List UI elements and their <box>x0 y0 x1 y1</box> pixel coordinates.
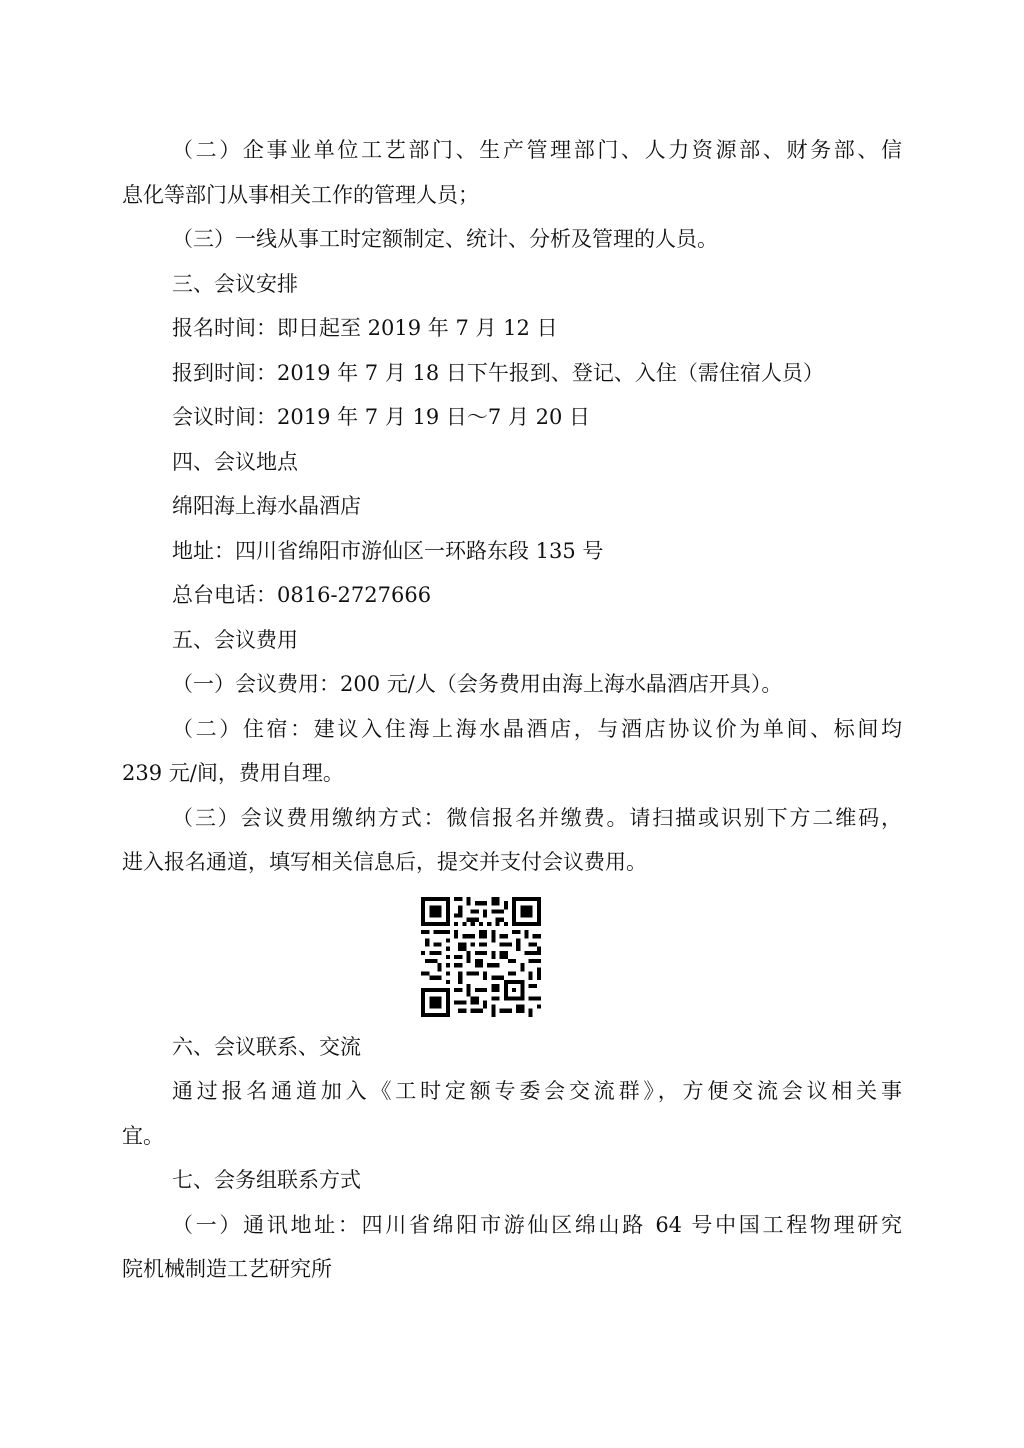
section-heading-contact: 六、会议联系、交流 <box>172 1034 361 1059</box>
fee-item-3-line-1: （三）会议费用缴纳方式：微信报名并缴费。请扫描或识别下方二维码， <box>172 805 902 830</box>
contact-group-line-1: 通过报名通道加入《工时定额专委会交流群》，方便交流会议相关事 <box>172 1079 902 1103</box>
hotel-phone: 总台电话：0816-2727666 <box>172 583 432 607</box>
hotel-address: 地址：四川省绵阳市游仙区一环路东段 135 号 <box>172 538 604 563</box>
section-heading-arrangement: 三、会议安排 <box>172 271 298 296</box>
document-page <box>122 128 902 1292</box>
meeting-time: 会议时间：2019 年 7 月 19 日～7 月 20 日 <box>172 405 591 429</box>
fee-item-2-line-1: （二）住宿：建议入住海上海水晶酒店，与酒店协议价为单间、标间均 <box>172 716 902 741</box>
fee-item-2-line-2: 239 元/间，费用自理。 <box>122 761 344 785</box>
fee-item-3-line-2: 进入报名通道，填写相关信息后，提交并支付会议费用。 <box>122 850 647 874</box>
organizer-address-line-1: （一）通讯地址：四川省绵阳市游仙区绵山路 64 号中国工程物理研究 <box>172 1212 902 1237</box>
audience-item-3: （三）一线从事工时定额制定、统计、分析及管理的人员。 <box>172 227 718 251</box>
check-in-time: 报到时间：2019 年 7 月 18 日下午报到、登记、入住（需住宿人员） <box>172 360 824 385</box>
audience-item-2-line-2: 息化等部门从事相关工作的管理人员； <box>122 182 479 207</box>
section-heading-organizer: 七、会务组联系方式 <box>172 1168 361 1192</box>
section-heading-fees: 五、会议费用 <box>172 627 298 652</box>
audience-item-2-line-1: （二）企事业单位工艺部门、生产管理部门、人力资源部、财务部、信 <box>172 138 902 162</box>
fee-item-1: （一）会议费用：200 元/人（会务费用由海上海水晶酒店开具）。 <box>172 672 783 696</box>
qr-code-container <box>122 891 902 1021</box>
registration-time: 报名时间：即日起至 2019 年 7 月 12 日 <box>172 316 558 340</box>
hotel-name: 绵阳海上海水晶酒店 <box>172 494 361 518</box>
contact-group-line-2: 宜。 <box>122 1123 164 1148</box>
organizer-address-line-2: 院机械制造工艺研究所 <box>122 1257 332 1281</box>
section-heading-venue: 四、会议地点 <box>172 449 298 474</box>
registration-qr-code[interactable] <box>421 897 541 1017</box>
